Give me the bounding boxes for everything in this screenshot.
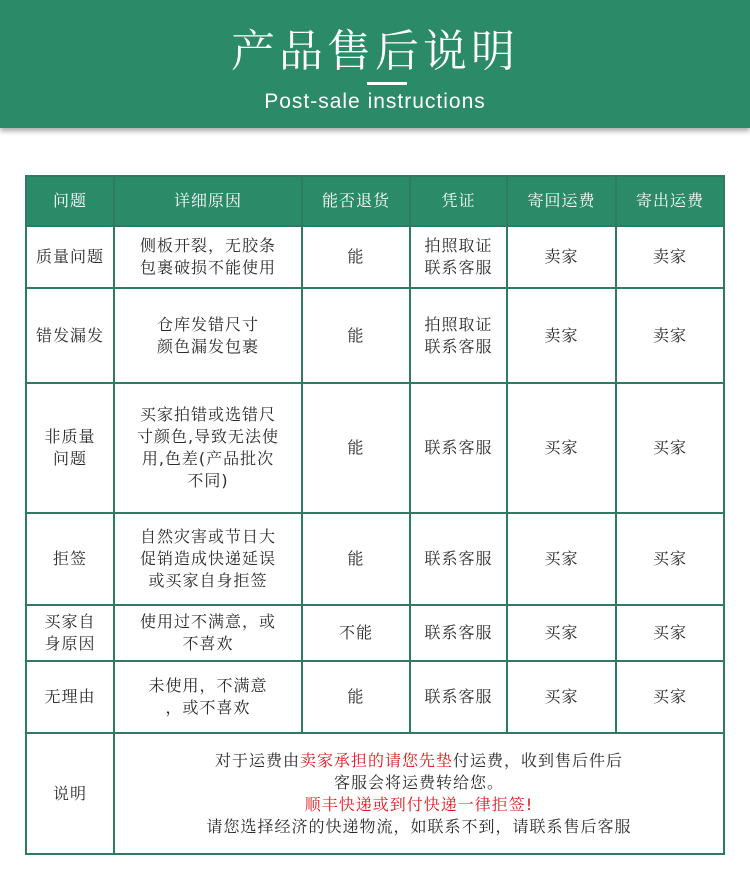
- reason-line: 自然灾害或节日大: [139, 527, 276, 546]
- after-sales-policy-table: [25, 175, 725, 855]
- reason-line: 不喜欢: [182, 634, 234, 653]
- return-fee-cell: 买家: [507, 605, 616, 661]
- return-fee-cell: 卖家: [507, 288, 616, 383]
- reason-line: 用,色差(产品批次: [141, 449, 275, 468]
- issue-cell: 质量问题: [26, 226, 114, 288]
- header-reason: 详细原因: [114, 176, 302, 226]
- returnable-cell: 能: [302, 513, 410, 605]
- reason-cell: [114, 288, 302, 383]
- reason-line: 未使用，不满意: [148, 676, 268, 695]
- send-fee-cell: 卖家: [616, 288, 724, 383]
- proof-line: 拍照取证: [424, 314, 493, 334]
- reason-line: 寸颜色,导致无法使: [136, 427, 280, 446]
- reason-line: 颜色漏发包裹: [156, 336, 259, 356]
- header-return-fee: 寄回运费: [507, 176, 616, 226]
- note-line: 客服会将运费转给您。: [333, 772, 504, 792]
- note-label: 说明: [26, 733, 114, 854]
- returnable-cell: 能: [302, 226, 410, 288]
- proof-cell: 联系客服: [410, 605, 507, 661]
- note-text-part: 对于运费由: [214, 750, 300, 770]
- proof-cell: 联系客服: [410, 661, 507, 733]
- reason-line: 侧板开裂，无胶条: [139, 236, 276, 255]
- table-row: [26, 288, 724, 383]
- note-row: [26, 733, 724, 854]
- reason-cell: [114, 383, 302, 513]
- reason-line: 使用过不满意，或: [139, 612, 276, 631]
- proof-line: 联系客服: [424, 258, 493, 277]
- issue-line: 身原因: [44, 634, 96, 653]
- header-banner: [0, 0, 750, 128]
- reason-line: 仓库发错尺寸: [156, 314, 259, 334]
- reason-line: 包裹破损不能使用: [139, 258, 276, 277]
- table-row: [26, 661, 724, 733]
- reason-line: 不同): [187, 471, 229, 490]
- issue-line: 问题: [52, 449, 87, 468]
- issue-cell: 拒签: [26, 513, 114, 605]
- returnable-cell: 能: [302, 661, 410, 733]
- header-send-fee: 寄出运费: [616, 176, 724, 226]
- returnable-cell: 不能: [302, 605, 410, 661]
- return-fee-cell: 买家: [507, 661, 616, 733]
- proof-line: 联系客服: [424, 336, 493, 356]
- table-row: [26, 513, 724, 605]
- page-subtitle: Post-sale instructions: [264, 90, 486, 113]
- note-warning-part: 卖家承担的请您先垫: [299, 750, 453, 770]
- issue-line: 非质量: [44, 427, 96, 446]
- issue-cell: [26, 383, 114, 513]
- reason-line: 买家拍错或选错尺: [139, 405, 276, 424]
- table-row: [26, 226, 724, 288]
- return-fee-cell: 买家: [507, 513, 616, 605]
- send-fee-cell: 买家: [616, 661, 724, 733]
- proof-cell: [410, 226, 507, 288]
- note-text: [114, 733, 724, 854]
- note-line: [121, 750, 717, 772]
- issue-cell: [26, 605, 114, 661]
- issue-line: 买家自: [44, 612, 96, 631]
- header-proof: 凭证: [410, 176, 507, 226]
- reason-line: 或买家自身拒签: [148, 571, 268, 590]
- page-title: 产品售后说明: [231, 26, 519, 77]
- title-underline: [367, 82, 407, 85]
- reason-line: ，或不喜欢: [165, 698, 251, 717]
- reason-line: 促销造成快递延误: [139, 549, 276, 568]
- reason-cell: [114, 226, 302, 288]
- proof-cell: [410, 288, 507, 383]
- proof-cell: 联系客服: [410, 383, 507, 513]
- proof-cell: 联系客服: [410, 513, 507, 605]
- reason-cell: [114, 605, 302, 661]
- returnable-cell: 能: [302, 383, 410, 513]
- table-header-row: [26, 176, 724, 226]
- send-fee-cell: 买家: [616, 513, 724, 605]
- send-fee-cell: 卖家: [616, 226, 724, 288]
- table-row: [26, 383, 724, 513]
- proof-line: 拍照取证: [424, 236, 493, 255]
- note-text-part: 付运费，收到售后件后: [453, 750, 624, 770]
- send-fee-cell: 买家: [616, 605, 724, 661]
- table-row: [26, 605, 724, 661]
- issue-cell: 无理由: [26, 661, 114, 733]
- return-fee-cell: 买家: [507, 383, 616, 513]
- returnable-cell: 能: [302, 288, 410, 383]
- issue-cell: 错发漏发: [26, 288, 114, 383]
- note-warning-line: 顺丰快递或到付快递一律拒签!: [304, 794, 534, 814]
- note-line: 请您选择经济的快递物流，如联系不到，请联系售后客服: [206, 816, 632, 836]
- return-fee-cell: 卖家: [507, 226, 616, 288]
- send-fee-cell: 买家: [616, 383, 724, 513]
- reason-cell: [114, 513, 302, 605]
- reason-cell: [114, 661, 302, 733]
- header-returnable: 能否退货: [302, 176, 410, 226]
- header-issue: 问题: [26, 176, 114, 226]
